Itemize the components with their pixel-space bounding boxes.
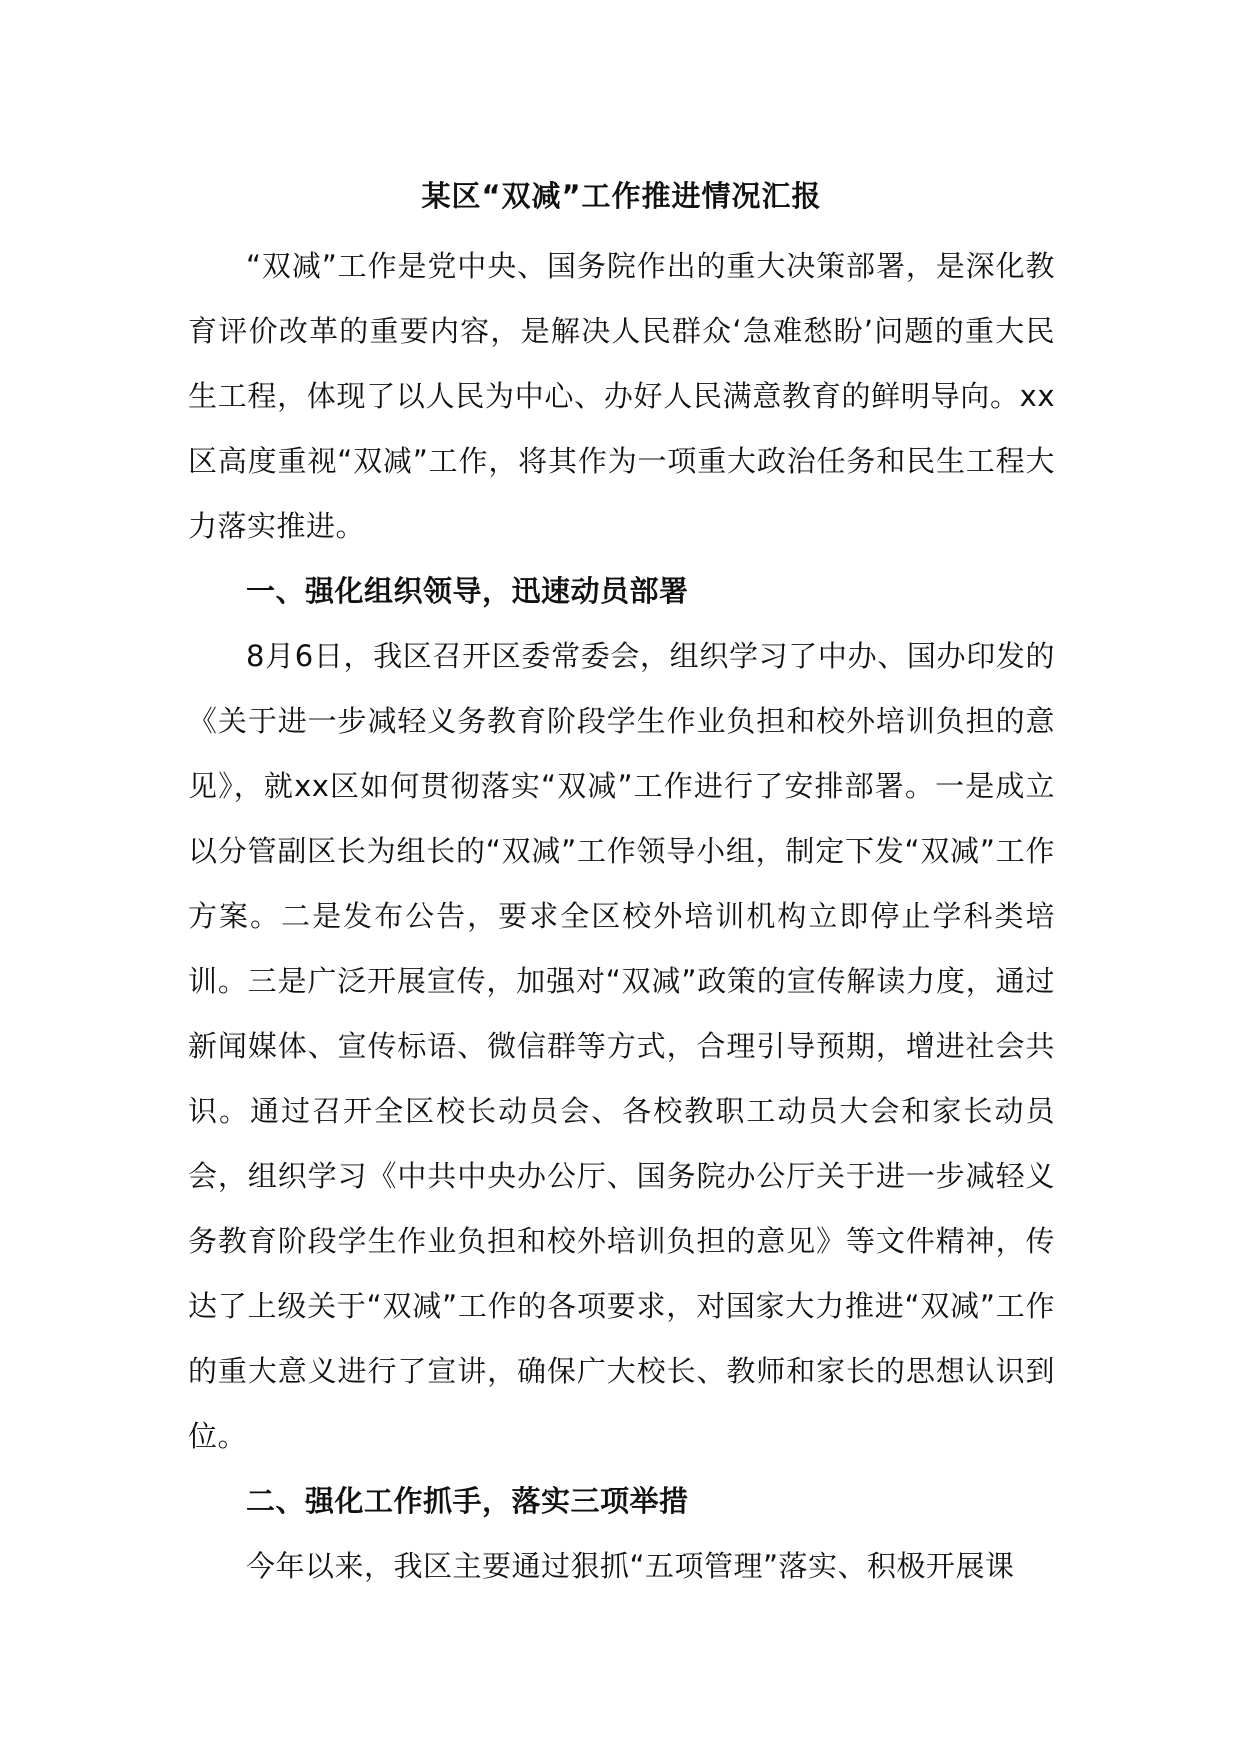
intro-paragraph: “双减”工作是党中央、国务院作出的重大决策部署，是深化教育评价改革的重要内容，是解决人民群众‘急难愁盼’问题的重大民生工程，体现了以人民为中心、办好人民满意教育的鲜明导向。xx区高度重视“双减”工作，将其作为一项重大政治任务和民生工程大力落实推进。 <box>188 249 1055 543</box>
document-title: 某区“双减”工作推进情况汇报 <box>421 179 822 213</box>
section-1-paragraph: 8月6日，我区召开区委常委会，组织学习了中办、国办印发的《关于进一步减轻义务教育阶段学生作业负担和校外培训负担的意见》，就xx区如何贯彻落实“双减”工作进行了安排部署。一是成立以分管副区长为组长的“双减”工作领导小组，制定下发“双减”工作方案。二是发布公告，要求全区校外培训机构立即停止学科类培训。三是广泛开展宣传，加强对“双减”政策的宣传解读力度，通过新闻媒体、宣传标语、微信群等方式，合理引导预期，增进社会共识。通过召开全区校长动员会、各校教职工动员大会和家长动员会，组织学习《中共中央办公厅、国务院办公厅关于进一步减轻义务教育阶段学生作业负担和校外培训负担的意见》等文件精神，传达了上级关于“双减”工作的各项要求，对国家大力推进“双减”工作的重大意义进行了宣讲，确保广大校长、教师和家长的思想认识到位。 <box>188 639 1055 1453</box>
section-2-paragraph: 今年以来，我区主要通过狠抓“五项管理”落实、积极开展课 <box>246 1549 1015 1583</box>
section-2-heading: 二、强化工作抓手，落实三项举措 <box>246 1484 689 1518</box>
section-1-heading: 一、强化组织领导，迅速动员部署 <box>246 574 689 608</box>
document-page <box>188 170 1055 1599</box>
